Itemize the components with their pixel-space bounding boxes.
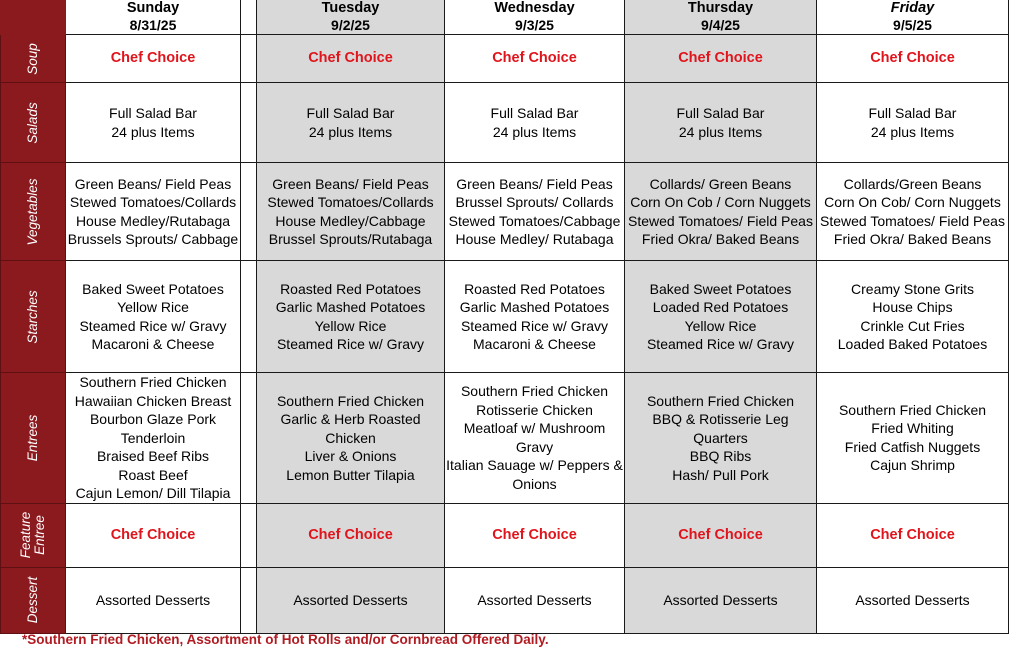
menu-cell bbox=[817, 567, 1009, 633]
menu-body bbox=[1, 35, 1009, 634]
menu-item: BBQ & Rotisserie Leg bbox=[652, 411, 789, 427]
menu-item: Hawaiian Chicken Breast bbox=[74, 392, 232, 409]
menu-item: Cajun Shrimp bbox=[870, 457, 955, 474]
menu-item: House Medley/Rutabaga bbox=[75, 212, 231, 229]
menu-item: Steamed Rice w/ Gravy bbox=[460, 317, 609, 334]
day-header-wednesday bbox=[445, 0, 625, 35]
menu-item: Full Salad Bar bbox=[109, 105, 197, 121]
menu-cell bbox=[66, 35, 241, 83]
menu-item: Loaded Red Potatoes bbox=[652, 299, 789, 315]
menu-item: Assorted Desserts bbox=[663, 591, 778, 608]
menu-item: Quarters bbox=[693, 429, 748, 446]
menu-item: Italian Sauage w/ Peppers & bbox=[446, 457, 623, 474]
spacer-column bbox=[241, 567, 257, 633]
menu-item: 24 plus Items bbox=[492, 123, 577, 140]
spacer-column bbox=[241, 373, 257, 504]
category-text: Starches bbox=[25, 289, 40, 344]
day-name: Thursday bbox=[687, 0, 754, 16]
menu-item: Gravy bbox=[515, 438, 554, 455]
menu-cell bbox=[257, 83, 445, 163]
menu-item: Macaroni & Cheese bbox=[473, 336, 596, 352]
menu-cell bbox=[817, 163, 1009, 261]
menu-cell bbox=[625, 83, 817, 163]
row-dessert bbox=[1, 567, 1009, 633]
menu-item: Brussel Sprouts/Rutabaga bbox=[268, 231, 433, 247]
menu-item: Collards/Green Beans bbox=[843, 175, 982, 192]
menu-item: Baked Sweet Potatoes bbox=[82, 280, 224, 297]
category-text: Salads bbox=[25, 101, 40, 144]
day-name: Sunday bbox=[126, 0, 180, 16]
menu-item: Stewed Tomatoes/Collards bbox=[69, 194, 237, 210]
chef-choice-text: Chef Choice bbox=[110, 50, 196, 67]
chef-choice-text: Chef Choice bbox=[870, 526, 955, 543]
menu-item: Southern Fried Chicken bbox=[276, 392, 425, 409]
menu-item: Assorted Desserts bbox=[95, 591, 211, 608]
menu-item: Rotisserie Chicken bbox=[476, 401, 593, 418]
chef-choice-text: Chef Choice bbox=[678, 526, 763, 543]
menu-cell bbox=[817, 373, 1009, 504]
menu-item: Bourbon Glaze Pork bbox=[89, 411, 217, 427]
menu-cell bbox=[445, 163, 625, 261]
row-feature-entree bbox=[1, 503, 1009, 567]
menu-item: Meatloaf w/ Mushroom bbox=[463, 420, 606, 437]
menu-item: Steamed Rice w/ Gravy bbox=[79, 317, 227, 334]
corner-cell bbox=[1, 0, 66, 35]
menu-cell bbox=[257, 567, 445, 633]
menu-item: Crinkle Cut Fries bbox=[860, 317, 965, 334]
menu-item: Corn On Cob / Corn Nuggets bbox=[630, 194, 811, 210]
menu-item: Garlic Mashed Potatoes bbox=[459, 299, 610, 315]
menu-item: Onions bbox=[512, 475, 557, 492]
category-label-vegetables bbox=[1, 163, 66, 261]
menu-item: Fried Catfish Nuggets bbox=[844, 438, 981, 455]
day-date: 9/4/25 bbox=[701, 16, 740, 33]
spacer-column bbox=[241, 35, 257, 83]
day-date: 9/3/25 bbox=[515, 16, 554, 33]
row-salads bbox=[1, 83, 1009, 163]
spacer-column bbox=[241, 0, 257, 35]
footnote: *Southern Fried Chicken, Assortment of Hot Rolls and/or Cornbread Offered Daily. bbox=[22, 632, 549, 647]
chef-choice-text: Chef Choice bbox=[110, 526, 196, 543]
menu-cell bbox=[445, 261, 625, 373]
menu-item: Roasted Red Potatoes bbox=[464, 280, 605, 297]
menu-item: Southern Fried Chicken bbox=[79, 374, 227, 390]
menu-cell bbox=[817, 261, 1009, 373]
menu-cell bbox=[66, 567, 241, 633]
menu-cell bbox=[66, 163, 241, 261]
menu-item: Brussel Sprouts/ Collards bbox=[455, 194, 614, 210]
category-label-dessert bbox=[1, 567, 66, 633]
menu-cell bbox=[66, 373, 241, 504]
menu-item: Brussels Sprouts/ Cabbage bbox=[67, 231, 239, 247]
menu-item: Lemon Butter Tilapia bbox=[286, 466, 415, 483]
row-entrees bbox=[1, 373, 1009, 504]
menu-item: Roast Beef bbox=[118, 466, 188, 483]
day-header-thursday bbox=[625, 0, 817, 35]
chef-choice-text: Chef Choice bbox=[308, 526, 393, 543]
menu-item: Full Salad Bar bbox=[306, 105, 395, 121]
menu-item: Loaded Baked Potatoes bbox=[837, 336, 988, 352]
menu-item: Hash/ Pull Pork bbox=[672, 466, 769, 483]
spacer-column bbox=[241, 83, 257, 163]
menu-item: 24 plus Items bbox=[678, 123, 763, 140]
menu-item: Green Beans/ Field Peas bbox=[74, 175, 232, 192]
menu-item: Stewed Tomatoes/ Field Peas bbox=[820, 212, 1005, 229]
menu-cell bbox=[625, 373, 817, 504]
chef-choice-text: Chef Choice bbox=[492, 50, 577, 67]
chef-choice-text: Chef Choice bbox=[870, 50, 955, 67]
spacer-column bbox=[241, 261, 257, 373]
menu-item: Southern Fried Chicken bbox=[838, 401, 987, 418]
menu-cell bbox=[66, 83, 241, 163]
menu-item: Stewed Tomatoes/Cabbage bbox=[448, 212, 621, 229]
menu-cell bbox=[625, 35, 817, 83]
day-header-friday bbox=[817, 0, 1009, 35]
menu-item: Garlic & Herb Roasted bbox=[280, 411, 421, 427]
day-date: 9/5/25 bbox=[893, 16, 932, 33]
menu-item: Full Salad Bar bbox=[490, 105, 579, 121]
menu-item: Southern Fried Chicken bbox=[460, 383, 609, 400]
menu-cell bbox=[66, 503, 241, 567]
menu-item: Baked Sweet Potatoes bbox=[649, 280, 792, 297]
day-header-sunday bbox=[66, 0, 241, 35]
menu-item: 24 plus Items bbox=[111, 123, 195, 140]
chef-choice-text: Chef Choice bbox=[492, 526, 577, 543]
menu-cell bbox=[257, 35, 445, 83]
menu-item: Green Beans/ Field Peas bbox=[456, 175, 613, 192]
menu-item: Yellow Rice bbox=[684, 317, 757, 334]
day-date: 8/31/25 bbox=[129, 16, 177, 33]
menu-cell bbox=[625, 567, 817, 633]
menu-item: Steamed Rice w/ Gravy bbox=[276, 336, 425, 352]
menu-item: Chicken bbox=[325, 429, 376, 446]
menu-item: Tenderloin bbox=[120, 429, 186, 446]
menu-cell bbox=[445, 567, 625, 633]
day-name: Wednesday bbox=[494, 0, 575, 16]
menu-cell bbox=[257, 261, 445, 373]
menu-cell bbox=[445, 503, 625, 567]
chef-choice-text: Chef Choice bbox=[308, 50, 393, 67]
menu-cell bbox=[66, 261, 241, 373]
menu-item: House Medley/Cabbage bbox=[275, 212, 426, 229]
menu-item: Green Beans/ Field Peas bbox=[272, 175, 429, 192]
menu-item: Macaroni & Cheese bbox=[91, 336, 215, 352]
menu-item: Corn On Cob/ Corn Nuggets bbox=[824, 194, 1001, 210]
category-text: Dessert bbox=[25, 576, 40, 624]
menu-cell bbox=[625, 503, 817, 567]
category-label-starches bbox=[1, 261, 66, 373]
menu-item: Roasted Red Potatoes bbox=[280, 280, 421, 297]
menu-item: 24 plus Items bbox=[870, 123, 955, 140]
day-header-tuesday bbox=[257, 0, 445, 35]
menu-item: Yellow Rice bbox=[314, 317, 387, 334]
menu-cell bbox=[445, 373, 625, 504]
menu-item: Full Salad Bar bbox=[868, 105, 957, 121]
menu-item: Southern Fried Chicken bbox=[646, 392, 795, 409]
menu-cell bbox=[445, 83, 625, 163]
menu-item: Liver & Onions bbox=[304, 448, 397, 464]
category-label-feature-entree bbox=[1, 503, 66, 567]
row-soup bbox=[1, 35, 1009, 83]
menu-item: Garlic Mashed Potatoes bbox=[275, 299, 426, 315]
spacer-column bbox=[241, 503, 257, 567]
day-header-row bbox=[1, 0, 1009, 35]
category-text: Vegetables bbox=[25, 177, 40, 246]
menu-cell bbox=[817, 83, 1009, 163]
row-starches bbox=[1, 261, 1009, 373]
menu-item: Stewed Tomatoes/Collards bbox=[267, 194, 434, 210]
menu-item: Assorted Desserts bbox=[855, 591, 970, 608]
spacer-column bbox=[241, 163, 257, 261]
menu-item: Braised Beef Ribs bbox=[96, 448, 210, 464]
menu-item: Cajun Lemon/ Dill Tilapia bbox=[75, 485, 231, 501]
menu-item: Yellow Rice bbox=[117, 299, 189, 315]
menu-item: Assorted Desserts bbox=[293, 591, 408, 608]
menu-cell bbox=[445, 35, 625, 83]
menu-cell bbox=[625, 163, 817, 261]
category-label-entrees bbox=[1, 373, 66, 504]
menu-item: Full Salad Bar bbox=[676, 105, 765, 121]
chef-choice-text: Chef Choice bbox=[678, 50, 763, 67]
menu-item: House Chips bbox=[872, 299, 953, 315]
category-label-soup bbox=[1, 35, 66, 83]
menu-cell bbox=[257, 163, 445, 261]
menu-item: House Medley/ Rutabaga bbox=[455, 231, 614, 247]
menu-item: Fried Okra/ Baked Beans bbox=[833, 231, 992, 247]
category-text: Soup bbox=[25, 42, 40, 75]
menu-item: Steamed Rice w/ Gravy bbox=[646, 336, 795, 352]
day-date: 9/2/25 bbox=[331, 16, 370, 33]
menu-item: Stewed Tomatoes/ Field Peas bbox=[628, 212, 813, 229]
menu-item: 24 plus Items bbox=[308, 123, 393, 140]
row-vegetables bbox=[1, 163, 1009, 261]
menu-cell bbox=[817, 35, 1009, 83]
category-text: Entrees bbox=[25, 414, 40, 462]
menu-cell bbox=[257, 373, 445, 504]
menu-item: Fried Whiting bbox=[871, 420, 954, 437]
day-name: Tuesday bbox=[321, 0, 380, 16]
menu-item: Assorted Desserts bbox=[477, 591, 592, 608]
menu-item: Creamy Stone Grits bbox=[851, 280, 974, 297]
menu-cell bbox=[257, 503, 445, 567]
menu-item: BBQ Ribs bbox=[689, 448, 752, 464]
menu-item: Collards/ Green Beans bbox=[649, 175, 792, 192]
day-name: Friday bbox=[890, 0, 935, 16]
category-text: Feature Entree bbox=[18, 511, 47, 559]
category-label-salads bbox=[1, 83, 66, 163]
menu-cell bbox=[817, 503, 1009, 567]
menu-cell bbox=[625, 261, 817, 373]
menu-item: Fried Okra/ Baked Beans bbox=[641, 231, 800, 247]
